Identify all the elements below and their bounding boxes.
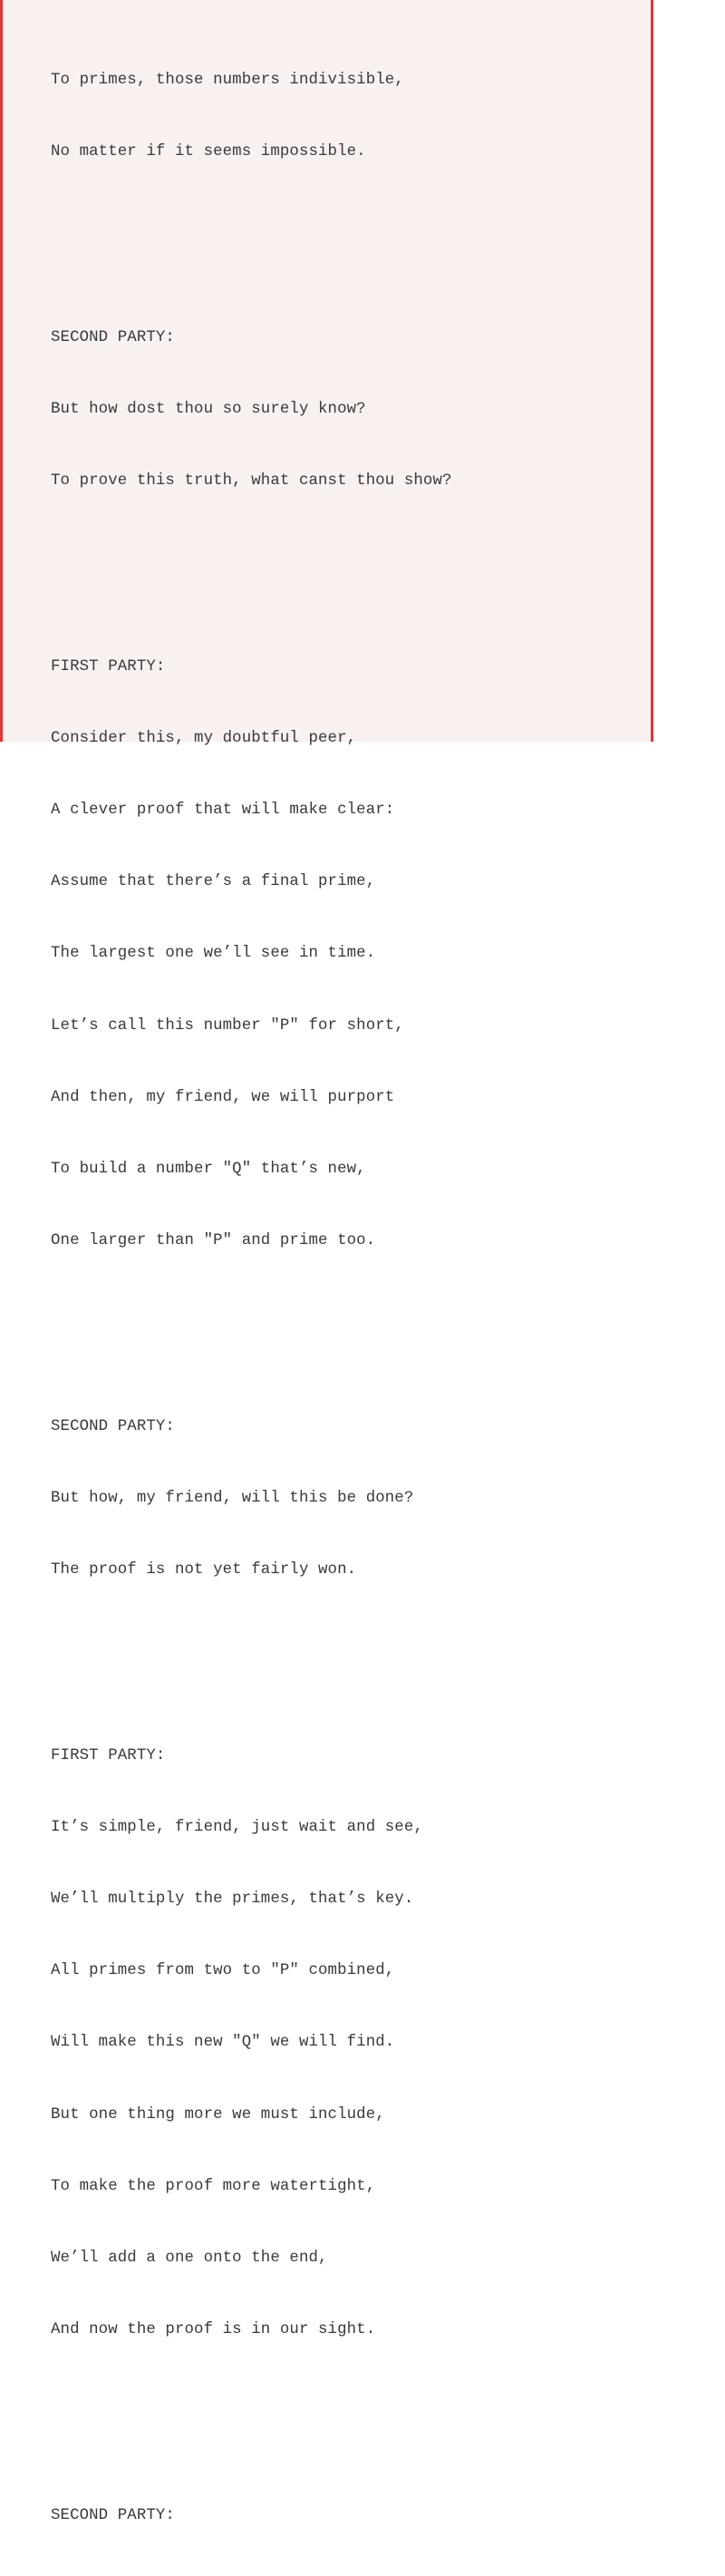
poem-line: Assume that there’s a final prime, (51, 873, 376, 891)
poem-line: No matter if it seems impossible. (51, 143, 366, 161)
poem-line: All primes from two to "P" combined, (51, 1962, 395, 1980)
poem-line: But how dost thou so surely know? (51, 401, 366, 419)
stanza-gap (51, 1302, 452, 1320)
poem-line: To primes, those numbers indivisible, (51, 72, 404, 90)
poem-line: We’ll multiply the primes, that’s key. (51, 1890, 414, 1908)
poem-line: The proof is not yet fairly won. (51, 1561, 357, 1580)
poem-line: We’ll add a one onto the end, (51, 2249, 328, 2267)
poem-line: And now the proof is in our sight. (51, 2321, 376, 2339)
poem-line: And then, my friend, we will purport (51, 1088, 395, 1106)
stanza-gap (51, 2390, 452, 2408)
stanza-gap (51, 213, 452, 231)
stanza-gap (51, 1630, 452, 1648)
poem-line: Will make this new "Q" we will find. (51, 2034, 395, 2052)
poem-line: To build a number "Q" that’s new, (51, 1161, 366, 1179)
speaker-label: SECOND PARTY: (51, 2506, 175, 2524)
poem-line: To make the proof more watertight, (51, 2177, 376, 2195)
poem-line: A clever proof that will make clear: (51, 802, 395, 820)
speaker-label: SECOND PARTY: (51, 328, 175, 346)
poem-line: Let’s call this number "P" for short, (51, 1016, 404, 1035)
speaker-label: FIRST PARTY: (51, 657, 166, 676)
poem-text (51, 0, 452, 2576)
stanza-gap (51, 541, 452, 559)
speaker-label: SECOND PARTY: (51, 1417, 175, 1435)
poem-line: The largest one we’ll see in time. (51, 945, 376, 963)
poem-line: Consider this, my doubtful peer, (51, 729, 357, 747)
poem-line: One larger than "P" and prime too. (51, 1232, 376, 1250)
poem-line: But one thing more we must include, (51, 2105, 385, 2124)
poem-line: To prove this truth, what canst thou show? (51, 472, 452, 491)
poem-line: It’s simple, friend, just wait and see, (51, 1818, 423, 1836)
speaker-label: FIRST PARTY: (51, 1746, 166, 1764)
poem-line: But how, my friend, will this be done? (51, 1489, 414, 1507)
